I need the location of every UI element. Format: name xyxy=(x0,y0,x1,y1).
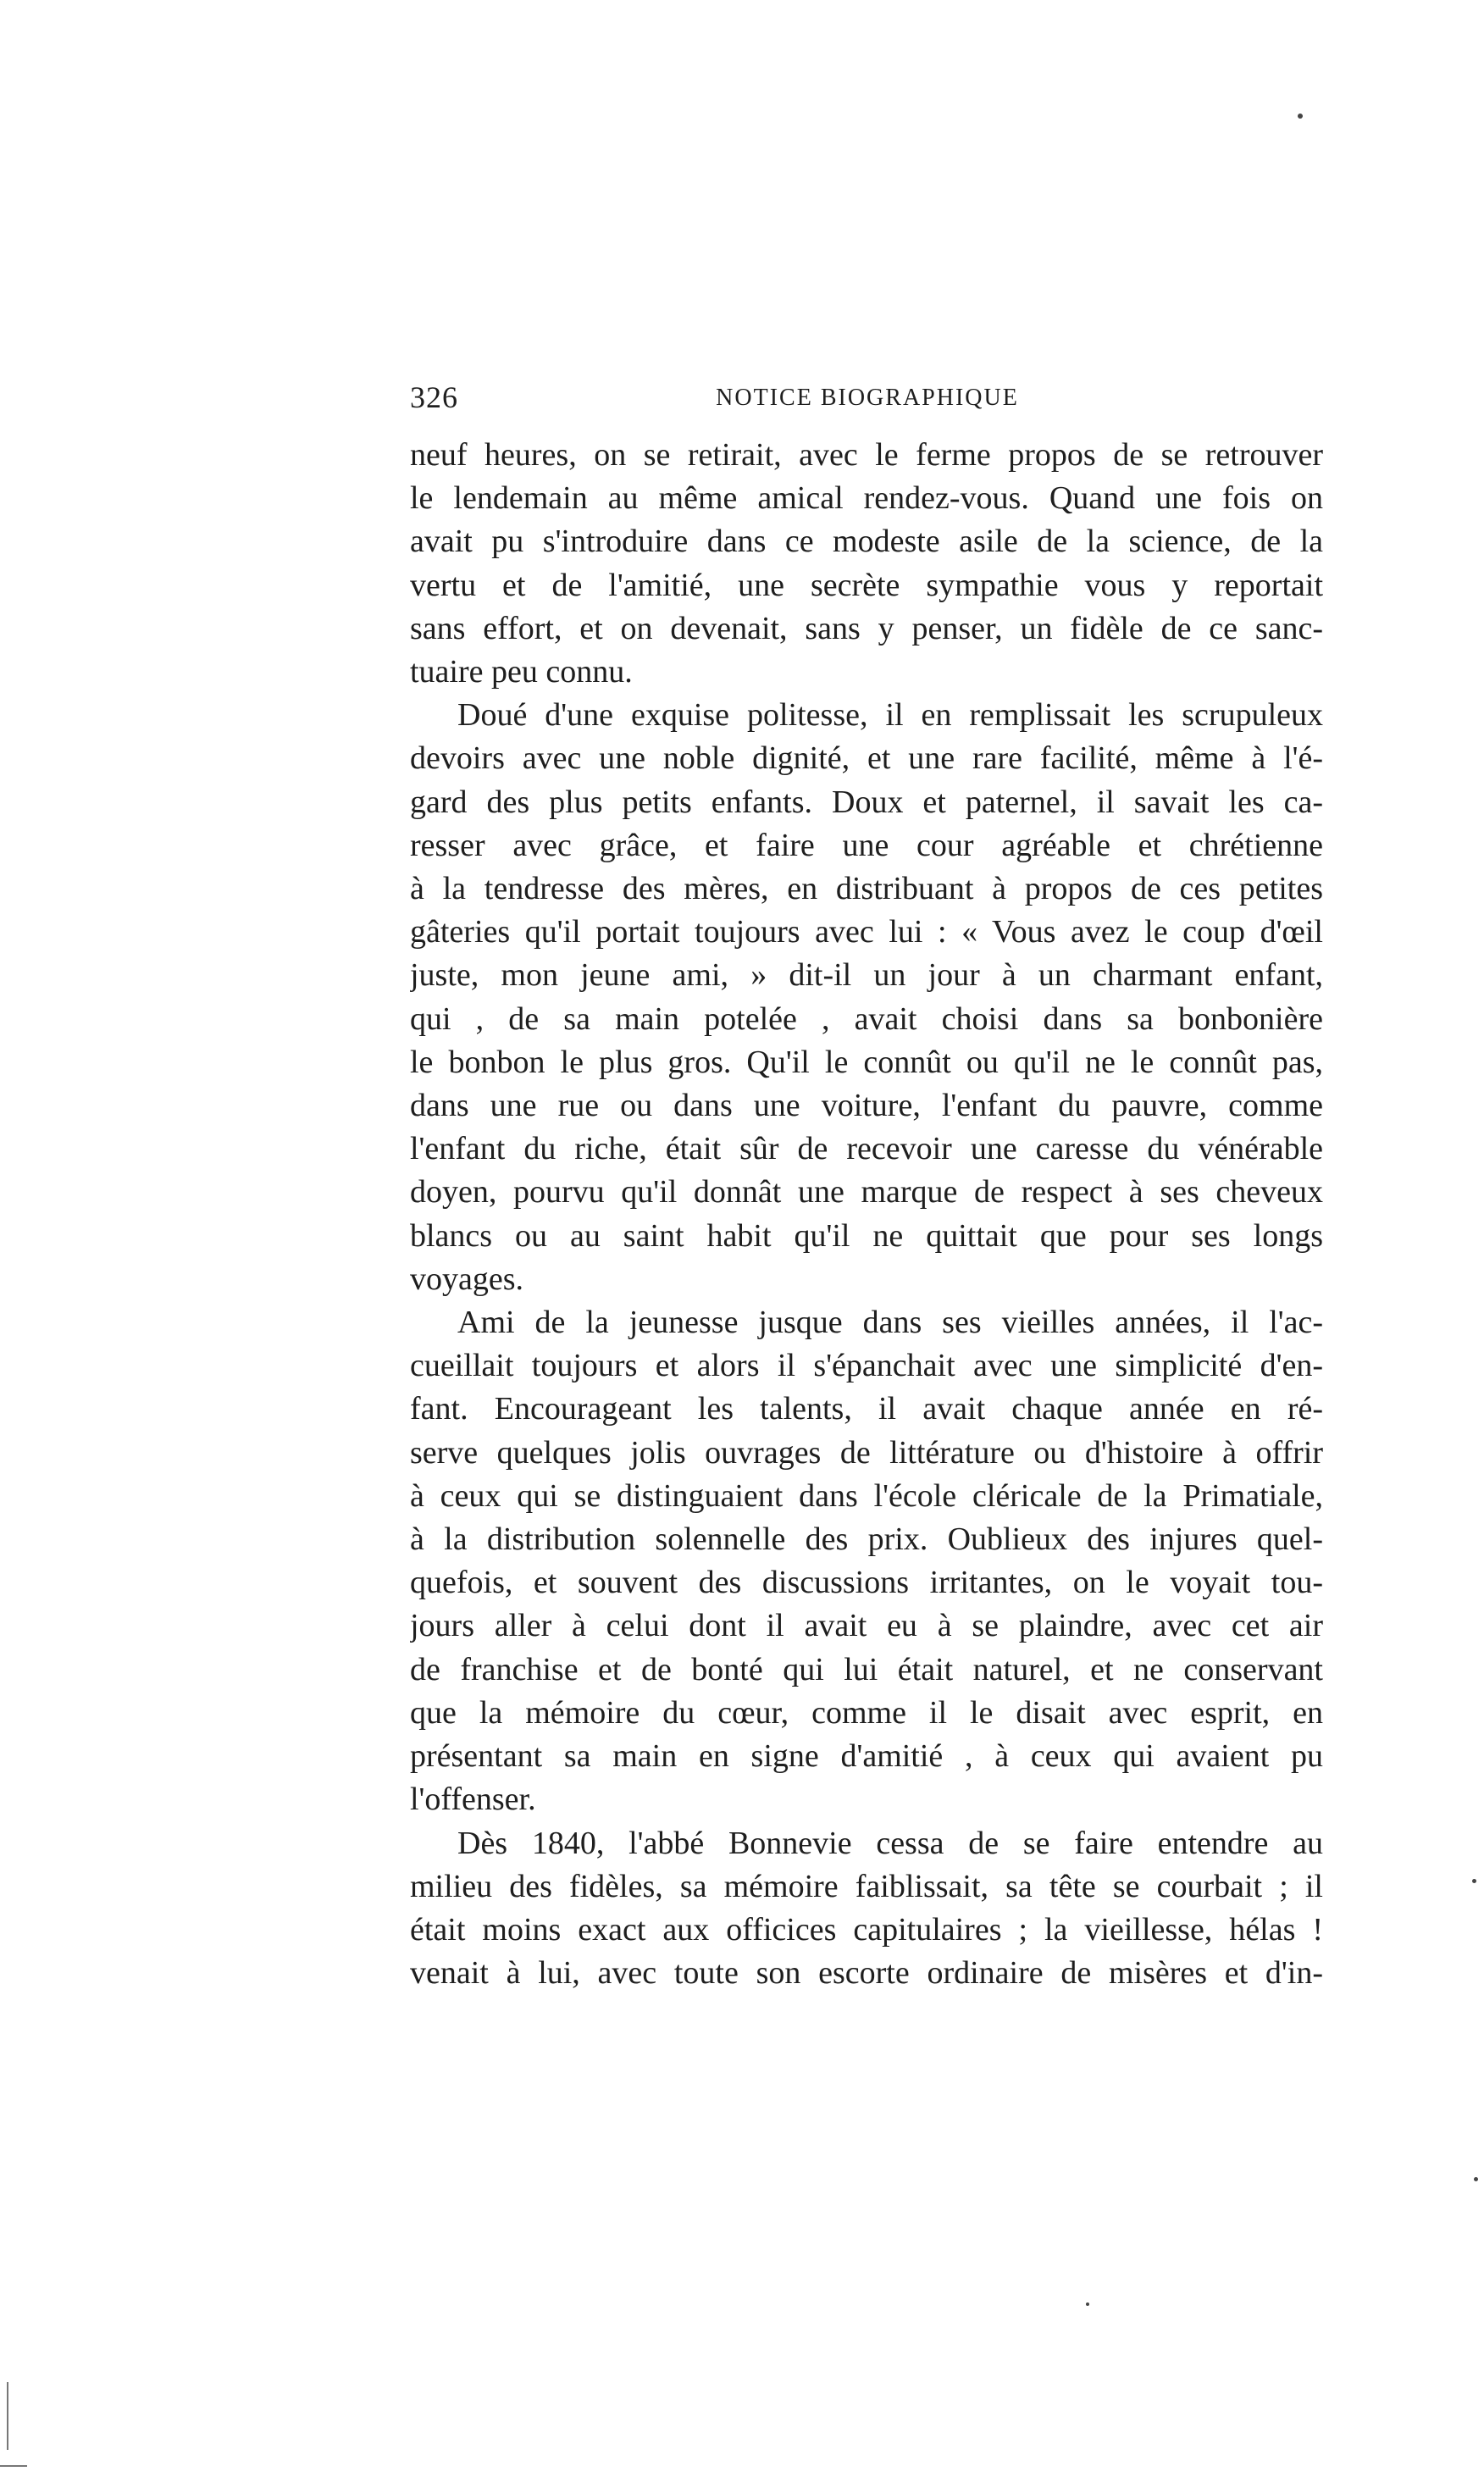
text-line: blancs ou au saint habit qu'il ne quittait que pour ses longs xyxy=(410,1217,1323,1254)
text-line: Doué d'une exquise politesse, il en remplissait les scrupuleux xyxy=(457,697,1323,734)
text-line: cueillait toujours et alors il s'épanchait avec une simplicité d'en- xyxy=(410,1348,1323,1384)
text-line: quefois, et souvent des discussions irritantes, on le voyait tou- xyxy=(410,1565,1323,1601)
text-line: gâteries qu'il portait toujours avec lui : « Vous avez le coup d'œil xyxy=(410,914,1323,950)
running-title: NOTICE BIOGRAPHIQUE xyxy=(716,385,1019,411)
text-line: serve quelques jolis ouvrages de littérature ou d'histoire à offrir xyxy=(410,1434,1323,1471)
text-line: doyen, pourvu qu'il donnât une marque de respect à ses cheveux xyxy=(410,1174,1323,1211)
text-line: l'offenser. xyxy=(410,1781,536,1818)
text-line: devoirs avec une noble dignité, et une rare facilité, même à l'é- xyxy=(410,740,1323,777)
margin-mark xyxy=(0,2465,27,2467)
text-line: tuaire peu connu. xyxy=(410,654,633,690)
text-line: à la distribution solennelle des prix. Oublieux des injures quel- xyxy=(410,1521,1323,1558)
text-line: à la tendresse des mères, en distribuant à propos de ces petites xyxy=(410,871,1323,907)
scan-speck xyxy=(1472,1879,1476,1883)
text-line: Dès 1840, l'abbé Bonnevie cessa de se faire entendre au xyxy=(457,1825,1323,1861)
text-line: Ami de la jeunesse jusque dans ses vieilles années, il l'ac- xyxy=(457,1305,1323,1341)
text-line: présentant sa main en signe d'amitié , à ceux qui avaient pu xyxy=(410,1738,1323,1775)
text-line: jours aller à celui dont il avait eu à se plaindre, avec cet air xyxy=(410,1608,1323,1644)
text-line: qui , de sa main potelée , avait choisi dans sa bonbonière xyxy=(410,1000,1323,1037)
text-line: resser avec grâce, et faire une cour agréable et chrétienne xyxy=(410,827,1323,863)
text-line: venait à lui, avec toute son escorte ordinaire de misères et d'in- xyxy=(410,1955,1323,1992)
scan-speck xyxy=(1474,2177,1478,2181)
text-line: fant. Encourageant les talents, il avait chaque année en ré- xyxy=(410,1391,1323,1427)
text-line: le bonbon le plus gros. Qu'il le connût ou qu'il ne le connût pas, xyxy=(410,1044,1323,1080)
text-line: l'enfant du riche, était sûr de recevoir une caresse du vénérable xyxy=(410,1131,1323,1167)
text-line: milieu des fidèles, sa mémoire faiblissait, sa tête se courbait ; il xyxy=(410,1868,1323,1904)
text-line: sans effort, et on devenait, sans y penser, un fidèle de ce sanc- xyxy=(410,610,1323,646)
text-line: avait pu s'introduire dans ce modeste asile de la science, de la xyxy=(410,524,1323,560)
text-line: à ceux qui se distinguaient dans l'école cléricale de la Primatiale, xyxy=(410,1477,1323,1514)
text-line: vertu et de l'amitié, une secrète sympathie vous y reportait xyxy=(410,567,1323,603)
text-line: le lendemain au même amical rendez-vous. Quand une fois on xyxy=(410,480,1323,517)
text-line: gard des plus petits enfants. Doux et paternel, il savait les ca- xyxy=(410,784,1323,820)
text-line: était moins exact aux officices capitulaires ; la vieillesse, hélas ! xyxy=(410,1911,1323,1948)
text-line: que la mémoire du cœur, comme il le disait avec esprit, en xyxy=(410,1694,1323,1731)
body-text xyxy=(410,434,1323,1995)
page-number: 326 xyxy=(410,380,458,414)
scan-speck xyxy=(1298,114,1303,119)
scan-speck xyxy=(1086,2302,1089,2306)
margin-mark xyxy=(7,2382,8,2450)
text-line: neuf heures, on se retirait, avec le ferme propos de se retrouver xyxy=(410,437,1323,473)
page-header xyxy=(410,380,1325,430)
text-line: voyages. xyxy=(410,1261,524,1297)
text-line: dans une rue ou dans une voiture, l'enfant du pauvre, comme xyxy=(410,1088,1323,1124)
text-line: de franchise et de bonté qui lui était naturel, et ne conservant xyxy=(410,1651,1323,1687)
text-line: juste, mon jeune ami, » dit-il un jour à un charmant enfant, xyxy=(410,957,1323,994)
